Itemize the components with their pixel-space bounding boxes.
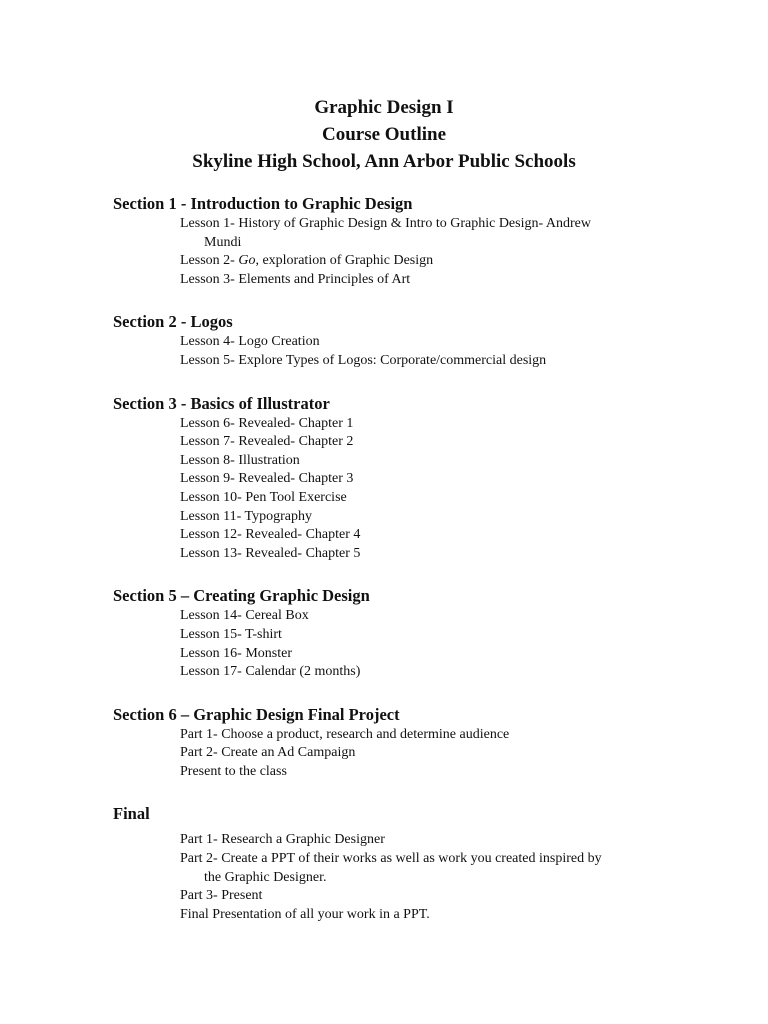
list-item: Lesson 8- Illustration	[180, 452, 300, 468]
list-item	[180, 215, 673, 252]
school-name: Skyline High School, Ann Arbor Public Schools	[192, 151, 576, 172]
section-6	[113, 704, 673, 782]
lesson-list	[180, 415, 673, 564]
list-item	[180, 252, 673, 271]
item-text-continued: the Graphic Designer.	[204, 869, 327, 885]
list-item: Lesson 7- Revealed- Chapter 2	[180, 434, 354, 450]
item-prefix: Lesson 2-	[180, 253, 239, 269]
section-final	[113, 803, 673, 924]
list-item: Lesson 14- Cereal Box	[180, 608, 309, 624]
list-item: Lesson 13- Revealed- Chapter 5	[180, 545, 361, 561]
list-item: Part 1- Choose a product, research and determine audience	[180, 726, 510, 742]
section-heading: Section 6 – Graphic Design Final Project	[113, 704, 400, 724]
document-title-block	[0, 94, 768, 175]
list-item: Lesson 11- Typography	[180, 508, 313, 524]
course-title: Graphic Design I	[314, 97, 454, 118]
lesson-list	[180, 333, 673, 370]
list-item: Lesson 15- T-shirt	[180, 626, 282, 642]
lesson-list	[180, 726, 673, 782]
item-text: Lesson 1- History of Graphic Design & Intro to Graphic Design- Andrew	[180, 216, 591, 231]
item-suffix: , exploration of Graphic Design	[255, 253, 434, 269]
list-item: Lesson 5- Explore Types of Logos: Corporate/commercial design	[180, 352, 547, 368]
item-text-continued: Mundi	[204, 234, 242, 250]
section-heading: Section 1 - Introduction to Graphic Design	[113, 194, 413, 213]
item-italic-title: Go	[238, 253, 256, 269]
list-item: Part 2- Create an Ad Campaign	[180, 745, 356, 761]
lesson-list	[180, 831, 673, 924]
section-1	[113, 193, 673, 289]
list-item: Lesson 16- Monster	[180, 645, 292, 661]
document-subtitle: Course Outline	[321, 124, 447, 145]
list-item: Present to the class	[180, 763, 287, 779]
lesson-list	[180, 607, 673, 681]
section-2	[113, 311, 673, 370]
list-item: Lesson 4- Logo Creation	[180, 334, 320, 350]
list-item: Lesson 10- Pen Tool Exercise	[180, 489, 347, 505]
list-item	[180, 850, 673, 887]
lesson-list	[180, 215, 673, 289]
section-heading: Section 5 – Creating Graphic Design	[113, 586, 370, 606]
section-heading: Final	[113, 804, 150, 824]
list-item: Lesson 3- Elements and Principles of Art	[180, 271, 411, 287]
list-item: Lesson 9- Revealed- Chapter 3	[180, 471, 354, 487]
list-item: Lesson 6- Revealed- Chapter 1	[180, 415, 354, 431]
list-item: Lesson 12- Revealed- Chapter 4	[180, 527, 361, 543]
list-item: Part 3- Present	[180, 888, 263, 904]
list-item: Part 1- Research a Graphic Designer	[180, 832, 385, 848]
section-heading: Section 3 - Basics of Illustrator	[113, 393, 330, 413]
item-text: Part 2- Create a PPT of their works as well as work you created inspired by	[180, 851, 602, 867]
section-heading: Section 2 - Logos	[113, 312, 233, 332]
list-item: Final Presentation of all your work in a PPT.	[180, 906, 430, 922]
list-item: Lesson 17- Calendar (2 months)	[180, 664, 361, 680]
section-3	[113, 393, 673, 564]
section-5	[113, 585, 673, 681]
course-sections	[113, 193, 673, 946]
